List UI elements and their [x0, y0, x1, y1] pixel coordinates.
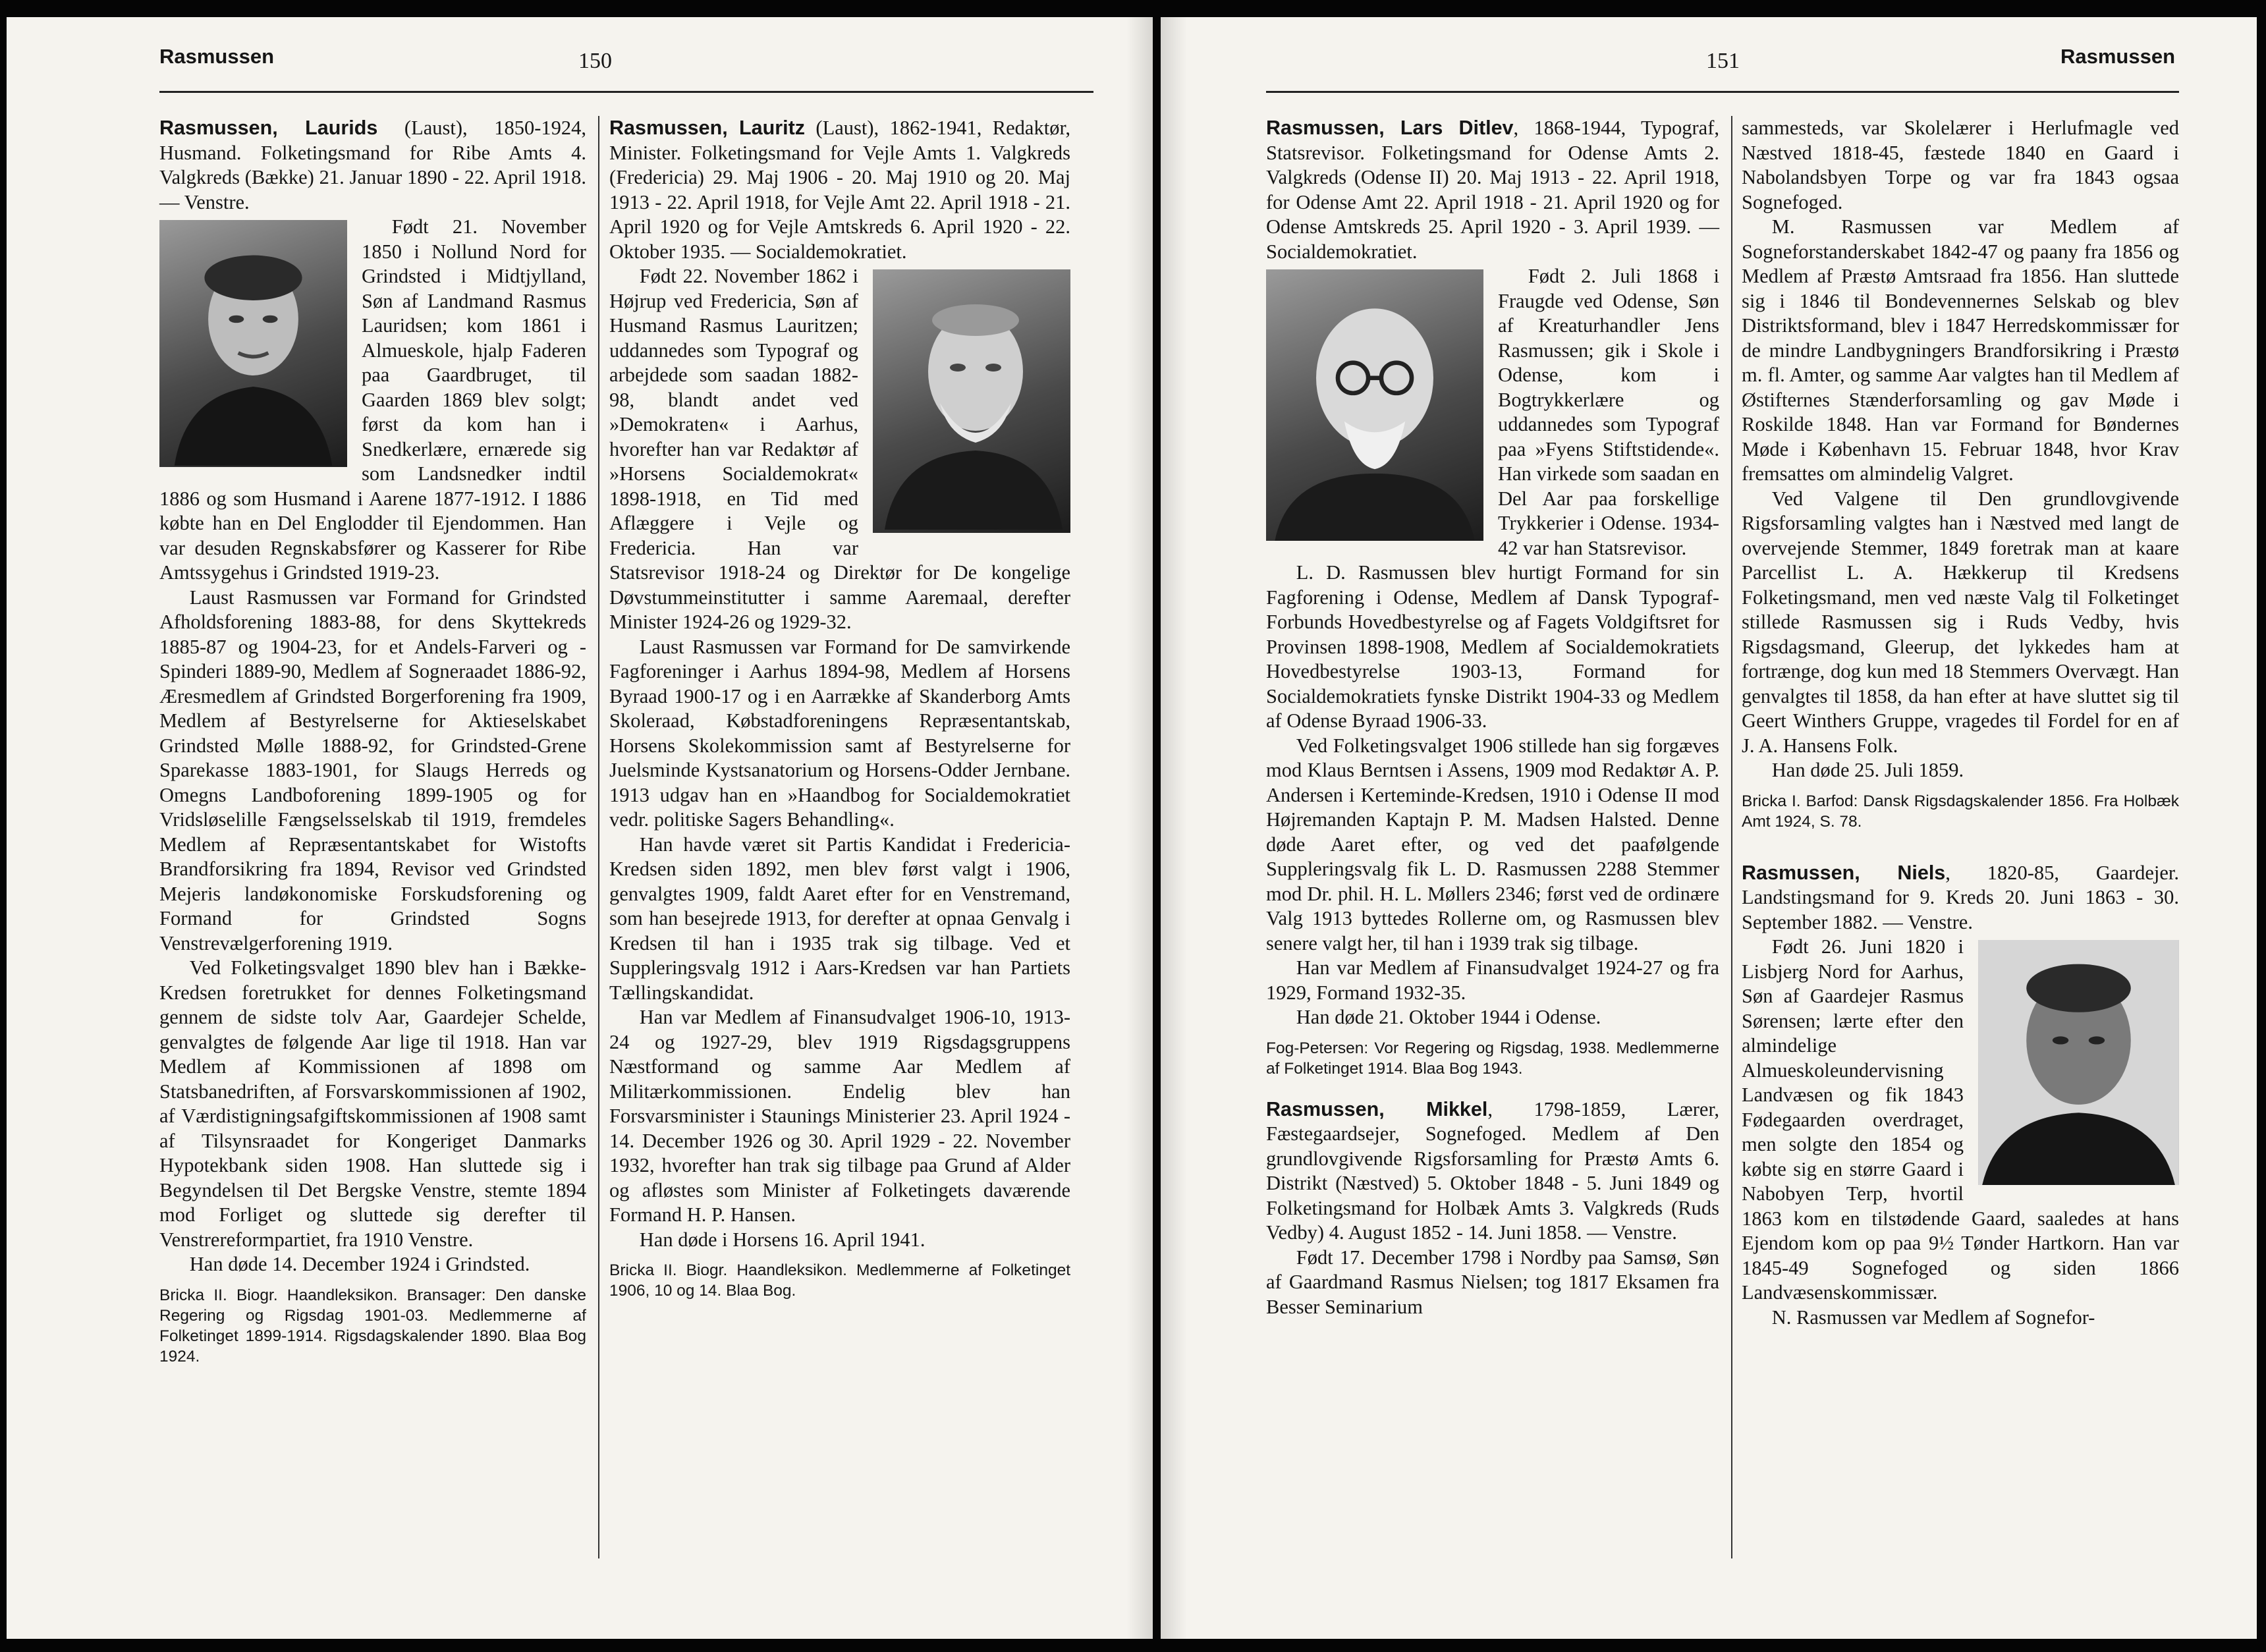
entry-mikkel-continued: sammesteds, var Skolelærer i Herlufmagle ved Næstved 1818-45, fæstede 1840 en Gaard i Nabolandsbyen Torpe og var fra 1843 ogsaa Sognefoged.: [1742, 117, 2179, 213]
entry-lars-ditlev-elections: Ved Folketingsvalget 1906 stillede han sig forgæves mod Klaus Berntsen i Assens, 1909 mod Redaktør A. P. Andersen i Kerteminde-Kredsen, 1910 i Odense II mod Højremanden Kaptajn P. M. Madsen Halsted. Denne døde Aaret efter, og ved det paafølgende Suppleringsvalg fik L. D. Rasmussen 2288 Stemmer mod Dr. phil. H. L. Møllers 2346; først ved de ordinære Valg 1913 byttedes Rollerne om, og Rasmussen blev senere valgt her, til han i 1939 trak sig tilbage.: [1266, 734, 1719, 954]
portrait-photo-icon: [159, 220, 347, 467]
entry-surname: Rasmussen,: [1266, 117, 1400, 139]
entry-summary: , 1820-85, Gaardejer. Landstingsmand for 9. Kreds 20. Juni 1863 - 30. September 1882. — Venstre.: [1742, 861, 2179, 933]
portrait-photo-icon: [1266, 269, 1483, 541]
entry-lars-ditlev-sources: Fog-Petersen: Vor Regering og Rigsdag, 1938. Medlemmerne af Folketinget 1914. Blaa Bog 1943.: [1266, 1039, 1719, 1078]
entry-lauritz-birth: Født 22. November 1862 i Højrup ved Fredericia, Søn af Husmand Rasmus Lauritzen; uddannedes som Typograf og arbejdede som saadan 1882-98, blandt andet ved »Demokraten« i Aarhus, hvorefter han var Redaktør af »Horsens Socialdemokrat« 1898-1918, en Tid med Aflæggere i Vejle og Fredericia. Han var Statsrevisor 1918-24 og Direktør for De kongelige Døvstummeinstitutter i samme Aaremaal, derefter Minister 1924-26 og 1929-32.: [609, 265, 1070, 633]
entry-mikkel-offices: M. Rasmussen var Medlem af Sogneforstanderskabet 1842-47 og paany fra 1856 og Medlem af Præstø Amtsraad fra 1856. Han sluttede sig i 1846 til Bondevennernes Selskab og blev Distriktsformand, blev i 1847 Herredskommissær for de mindre Landbygningers Brandforsikring i Præstø m. fl. Amter, og samme Aar valgtes han til Medlem af Østifternes Stænderforsamling og gav Møde i Roskilde 1848. Han var Formand for Bøndernes Møde i København 15. Februar 1848, hvor Krav fremsattes om almindelig Valgret.: [1742, 215, 2179, 485]
entry-lars-ditlev-committees: Han var Medlem af Finansudvalget 1924-27 og fra 1929, Formand 1932-35.: [1266, 956, 1719, 1004]
entry-summary: (Laust), 1850-1924, Husmand. Folketingsmand for Ribe Amts 4. Valgkreds (Bække) 21. Januar 1890 - 22. April 1918. — Venstre.: [159, 117, 587, 213]
entry-surname: Rasmussen,: [1266, 1097, 1427, 1120]
left-page: [7, 17, 1153, 1639]
entry-laurids-sources: Bricka II. Biogr. Haandleksikon. Bransager: Den danske Regering og Rigsdag 1901-03. Medlemmerne af Folketinget 1899-1914. Rigsdagskalender 1890. Blaa Bog 1924.: [159, 1286, 586, 1365]
left-page-number: 150: [578, 49, 612, 73]
portrait-lauritz: [873, 269, 1070, 533]
entry-given-name: Lauritz: [739, 117, 805, 139]
left-page-gutter-shadow: [1126, 17, 1153, 1639]
right-page-gutter-shadow: [1161, 17, 1187, 1639]
entry-laurids-heading: [159, 116, 586, 215]
entry-mikkel-elections: Ved Valgene til Den grundlovgivende Rigsforsamling valgtes han i Næstved med langt de overvejende Stemmer, 1849 foretrak man at kaare Parcellist L. A. Hækkerup til Kredsens Folketingsmand, men ved næste Valg til Folketinget stillede Rasmussen sig i Ruds Vedby, hvis Rigsdagsmand, Gleerup, det lykkedes ham at fortrænge, dog kun med 18 Stemmers Overvægt. Han genvalgtes til 1858, da han efter at have sluttet sig til Geert Winthers Gruppe, vragedes til Fordel for en af J. A. Hansens Folk.: [1742, 487, 2179, 757]
left-column-rule: [598, 116, 599, 1558]
entry-niels-birth: Født 26. Juni 1820 i Lisbjerg Nord for Aarhus, Søn af Gaardejer Rasmus Sørensen; lærte efter den almindelige Almueskoleundervisning Landvæsen og fik 1843 Fødegaarden overdraget, men solgte den 1854 og købte sig en større Gaard i Nabobyen Terp, hvortil 1863 kom en tilstødende Gaard, saaledes at hans Ejendom kom op paa 9½ Tønder Hartkorn. Han var 1845-49 Sognefoged og siden 1866 Landvæsenskommissær.: [1742, 935, 2179, 1304]
entry-lars-ditlev-death: Han døde 21. Oktober 1944 i Odense.: [1296, 1006, 1601, 1028]
entry-mikkel-heading: [1266, 1097, 1719, 1246]
portrait-photo-icon: [873, 269, 1070, 533]
portrait-lars-ditlev: [1266, 269, 1483, 541]
portrait-niels: [1978, 940, 2179, 1185]
entry-lauritz-sources: Bricka II. Biogr. Haandleksikon. Medlemmerne af Folketinget 1906, 10 og 14. Blaa Bog.: [609, 1261, 1070, 1300]
right-header-rule: [1266, 91, 2179, 93]
entry-laurids-birth: Født 21. November 1850 i Nollund Nord for Grindsted i Midtjylland, Søn af Landmand Rasmus Lauridsen; kom 1861 i Almueskole, hjalp Faderen paa Gaardbruget, til Gaarden 1869 blev solgt; først da kom han i Snedkerlære, ernærede sig som Landsnedker indtil 1886 og som Husmand i Aarene 1877-1912. I 1886 købte han en Del Englodder til Ejendommen. Han var desuden Regnskabsfører og Kasserer for Ribe Amtssygehus i Grindsted 1919-23.: [159, 215, 586, 584]
entry-lauritz-death: Han døde i Horsens 16. April 1941.: [639, 1228, 926, 1251]
entry-lauritz-elections: Han havde været sit Partis Kandidat i Fredericia-Kredsen siden 1892, men blev først valgt i 1906, genvalgtes 1909, faldt Aaret efter for en Venstremand, som han besejrede 1913, for derefter at opnaa Genvalg i Kredsen til han i 1935 trak sig tilbage. Ved et Suppleringsvalg 1912 i Aars-Kredsen var han Partiets Tællingskandidat.: [609, 833, 1070, 1004]
entry-lars-ditlev-birth: Født 2. Juli 1868 i Fraugde ved Odense, Søn af Kreaturhandler Jens Rasmussen; gik i Skole i Odense, kom i Bogtrykkerlære og uddannedes som Typograf paa »Fyens Stiftstidende«. Han virkede som saadan en Del Aar paa forskellige Trykkerier i Odense. 1934-42 var han Statsrevisor.: [1498, 265, 1719, 559]
right-column-1: [1266, 116, 1719, 1319]
left-header-rule: [159, 91, 1093, 93]
portrait-photo-icon: [1978, 940, 2179, 1185]
entry-lauritz-heading: [609, 116, 1070, 264]
entry-given-name: Laurids: [305, 117, 378, 139]
entry-given-name: Mikkel: [1426, 1097, 1488, 1120]
right-column-rule: [1731, 116, 1732, 1558]
right-running-head: Rasmussen: [2060, 45, 2176, 68]
entry-given-name: Niels: [1897, 861, 1946, 884]
entry-surname: Rasmussen,: [1742, 861, 1898, 884]
entry-summary: , 1798-1859, Lærer, Fæstegaardsejer, Sognefoged. Medlem af Den grundlovgivende Rigsforsamling for Præstø Amts 6. Distrikt (Næstved) 5. Oktober 1848 - 5. Juni 1849 og Folketingsmand for Holbæk Amts 3. Valgkreds (Ruds Vedby) 4. August 1852 - 14. Juni 1858. — Venstre.: [1266, 1097, 1720, 1244]
entry-summary: , 1868-1944, Typograf, Statsrevisor. Folketingsmand for Odense Amts 2. Valgkreds (Odense II) 20. Maj 1913 - 22. April 1918, for Odense Amt 22. April 1918 - 21. April 1920 og for Odense Amtskreds 25. April 1920 - 3. April 1939. — Socialdemokratiet.: [1266, 117, 1719, 263]
entry-niels-heading: [1742, 861, 2179, 935]
left-column-1: [159, 116, 586, 1385]
entry-surname: Rasmussen,: [609, 117, 739, 139]
portrait-laurids: [159, 220, 347, 467]
entry-lauritz-committees: Han var Medlem af Finansudvalget 1906-10, 1913-24 og 1927-29, blev 1919 Rigsdagsgruppens Næstformand og samme Aar Medlem af Militærkommissionen. Endelig blev han Forsvarsminister i Staunings Ministerier 23. April 1924 - 14. December 1926 og 30. April 1929 - 22. November 1932, hvorefter han trak sig tilbage paa Grund af Alder og afløstes som Minister af Folketingets daværende Formand H. P. Hansen.: [609, 1006, 1070, 1226]
entry-laurids-offices: Laust Rasmussen var Formand for Grindsted Afholdsforening 1883-88, for dens Skyttekreds 1885-87 og 1904-23, for et Andels-Farveri og -Spinderi 1889-90, Medlem af Sogneraadet 1886-92, Æresmedlem af Grindsted Borgerforening fra 1909, Medlem af Bestyrelserne for Aktieselskabet Grindsted Mølle 1888-92, for Grindsted-Grene Sparekasse 1883-1901, for Slaugs Herreds og Omegns Landboforening 1899-1905 og for Vridsløselille Fængselsselskab til 1919, fremdeles Medlem af Repræsentantskabet for Wistofts Brandforsikring fra 1894, Revisor ved Grindsted Mejeris landøkonomiske Forskudsforening og Formand for Grindsted Sogns Venstrevælgerforening 1919.: [159, 586, 586, 954]
entry-laurids-death: Han døde 14. December 1924 i Grindsted.: [189, 1253, 530, 1275]
entry-lars-ditlev-heading: [1266, 116, 1719, 264]
entry-niels-offices: N. Rasmussen var Medlem af Sognefor-: [1771, 1306, 2095, 1329]
entry-summary: (Laust), 1862-1941, Redaktør, Minister. Folketingsmand for Vejle Amts 1. Valgkreds (Fredericia) 29. Maj 1906 - 20. Maj 1910 og 20. Maj 1913 - 22. April 1918, for Vejle Amt 22. April 1918 - 21. April 1920 og for Vejle Amtskreds 6. April 1920 - 22. Oktober 1935. — Socialdemokratiet.: [609, 117, 1071, 263]
entry-lars-ditlev-offices: L. D. Rasmussen blev hurtigt Formand for sin Fagforening i Odense, Medlem af Dansk Typograf-Forbunds Hovedbestyrelse og af Fagets Voldgiftsret for Provinsen 1898-1908, Medlem af Socialdemokratiets Hovedbestyrelse 1903-13, Formand for Socialdemokratiets fynske Distrikt 1904-33 og Medlem af Odense Byraad 1906-33.: [1266, 561, 1719, 732]
entry-lauritz-offices: Laust Rasmussen var Formand for De samvirkende Fagforeninger i Aarhus 1894-98, Medlem af Horsens Byraad 1900-17 og i en Aarrække af Skanderborg Amts Skoleraad, Købstadforeningens Repræsentantskab, Horsens Skolekommission samt af Bestyrelserne for Juelsminde Kystsanatorium og Horsens-Odder Jernbane. 1913 udgav han en »Haandbog for Socialdemokratiet vedr. politiske Sagers Behandling«.: [609, 635, 1070, 831]
right-page: [1161, 17, 2257, 1639]
entry-surname: Rasmussen,: [159, 117, 306, 139]
left-column-2: [609, 116, 1070, 1319]
right-column-2: [1742, 116, 2179, 1330]
entry-mikkel-birth: Født 17. December 1798 i Nordby paa Samsø, Søn af Gaardmand Rasmus Nielsen; tog 1817 Eksamen fra Besser Seminarium: [1266, 1246, 1719, 1318]
right-page-number: 151: [1706, 49, 1740, 73]
entry-given-name: Lars Ditlev: [1400, 117, 1514, 139]
entry-laurids-elections: Ved Folketingsvalget 1890 blev han i Bække-Kredsen foretrukket for dennes Folketingsmand gennem de sidste tolv Aar, Gaardejer Schelde, genvalgtes de følgende Aar lige til 1918. Han var Medlem af Kommissionen af 1898 om Statsbanedriften, af Forsvarskommissionen af 1902, af Værdistigningsafgiftskommissionen af 1908 samt af Tilsynsraadet for Kongeriget Danmarks Hypotekbank siden 1908. Han sluttede sig i Begyndelsen til Det Bergske Venstre, stemte 1894 mod Forliget og sluttede sig derefter til Venstrereformpartiet, fra 1910 Venstre.: [159, 956, 586, 1251]
entry-mikkel-sources: Bricka I. Barfod: Dansk Rigsdagskalender 1856. Fra Holbæk Amt 1924, S. 78.: [1742, 792, 2179, 831]
left-running-head: Rasmussen: [159, 45, 275, 68]
entry-mikkel-death: Han døde 25. Juli 1859.: [1771, 759, 1964, 781]
